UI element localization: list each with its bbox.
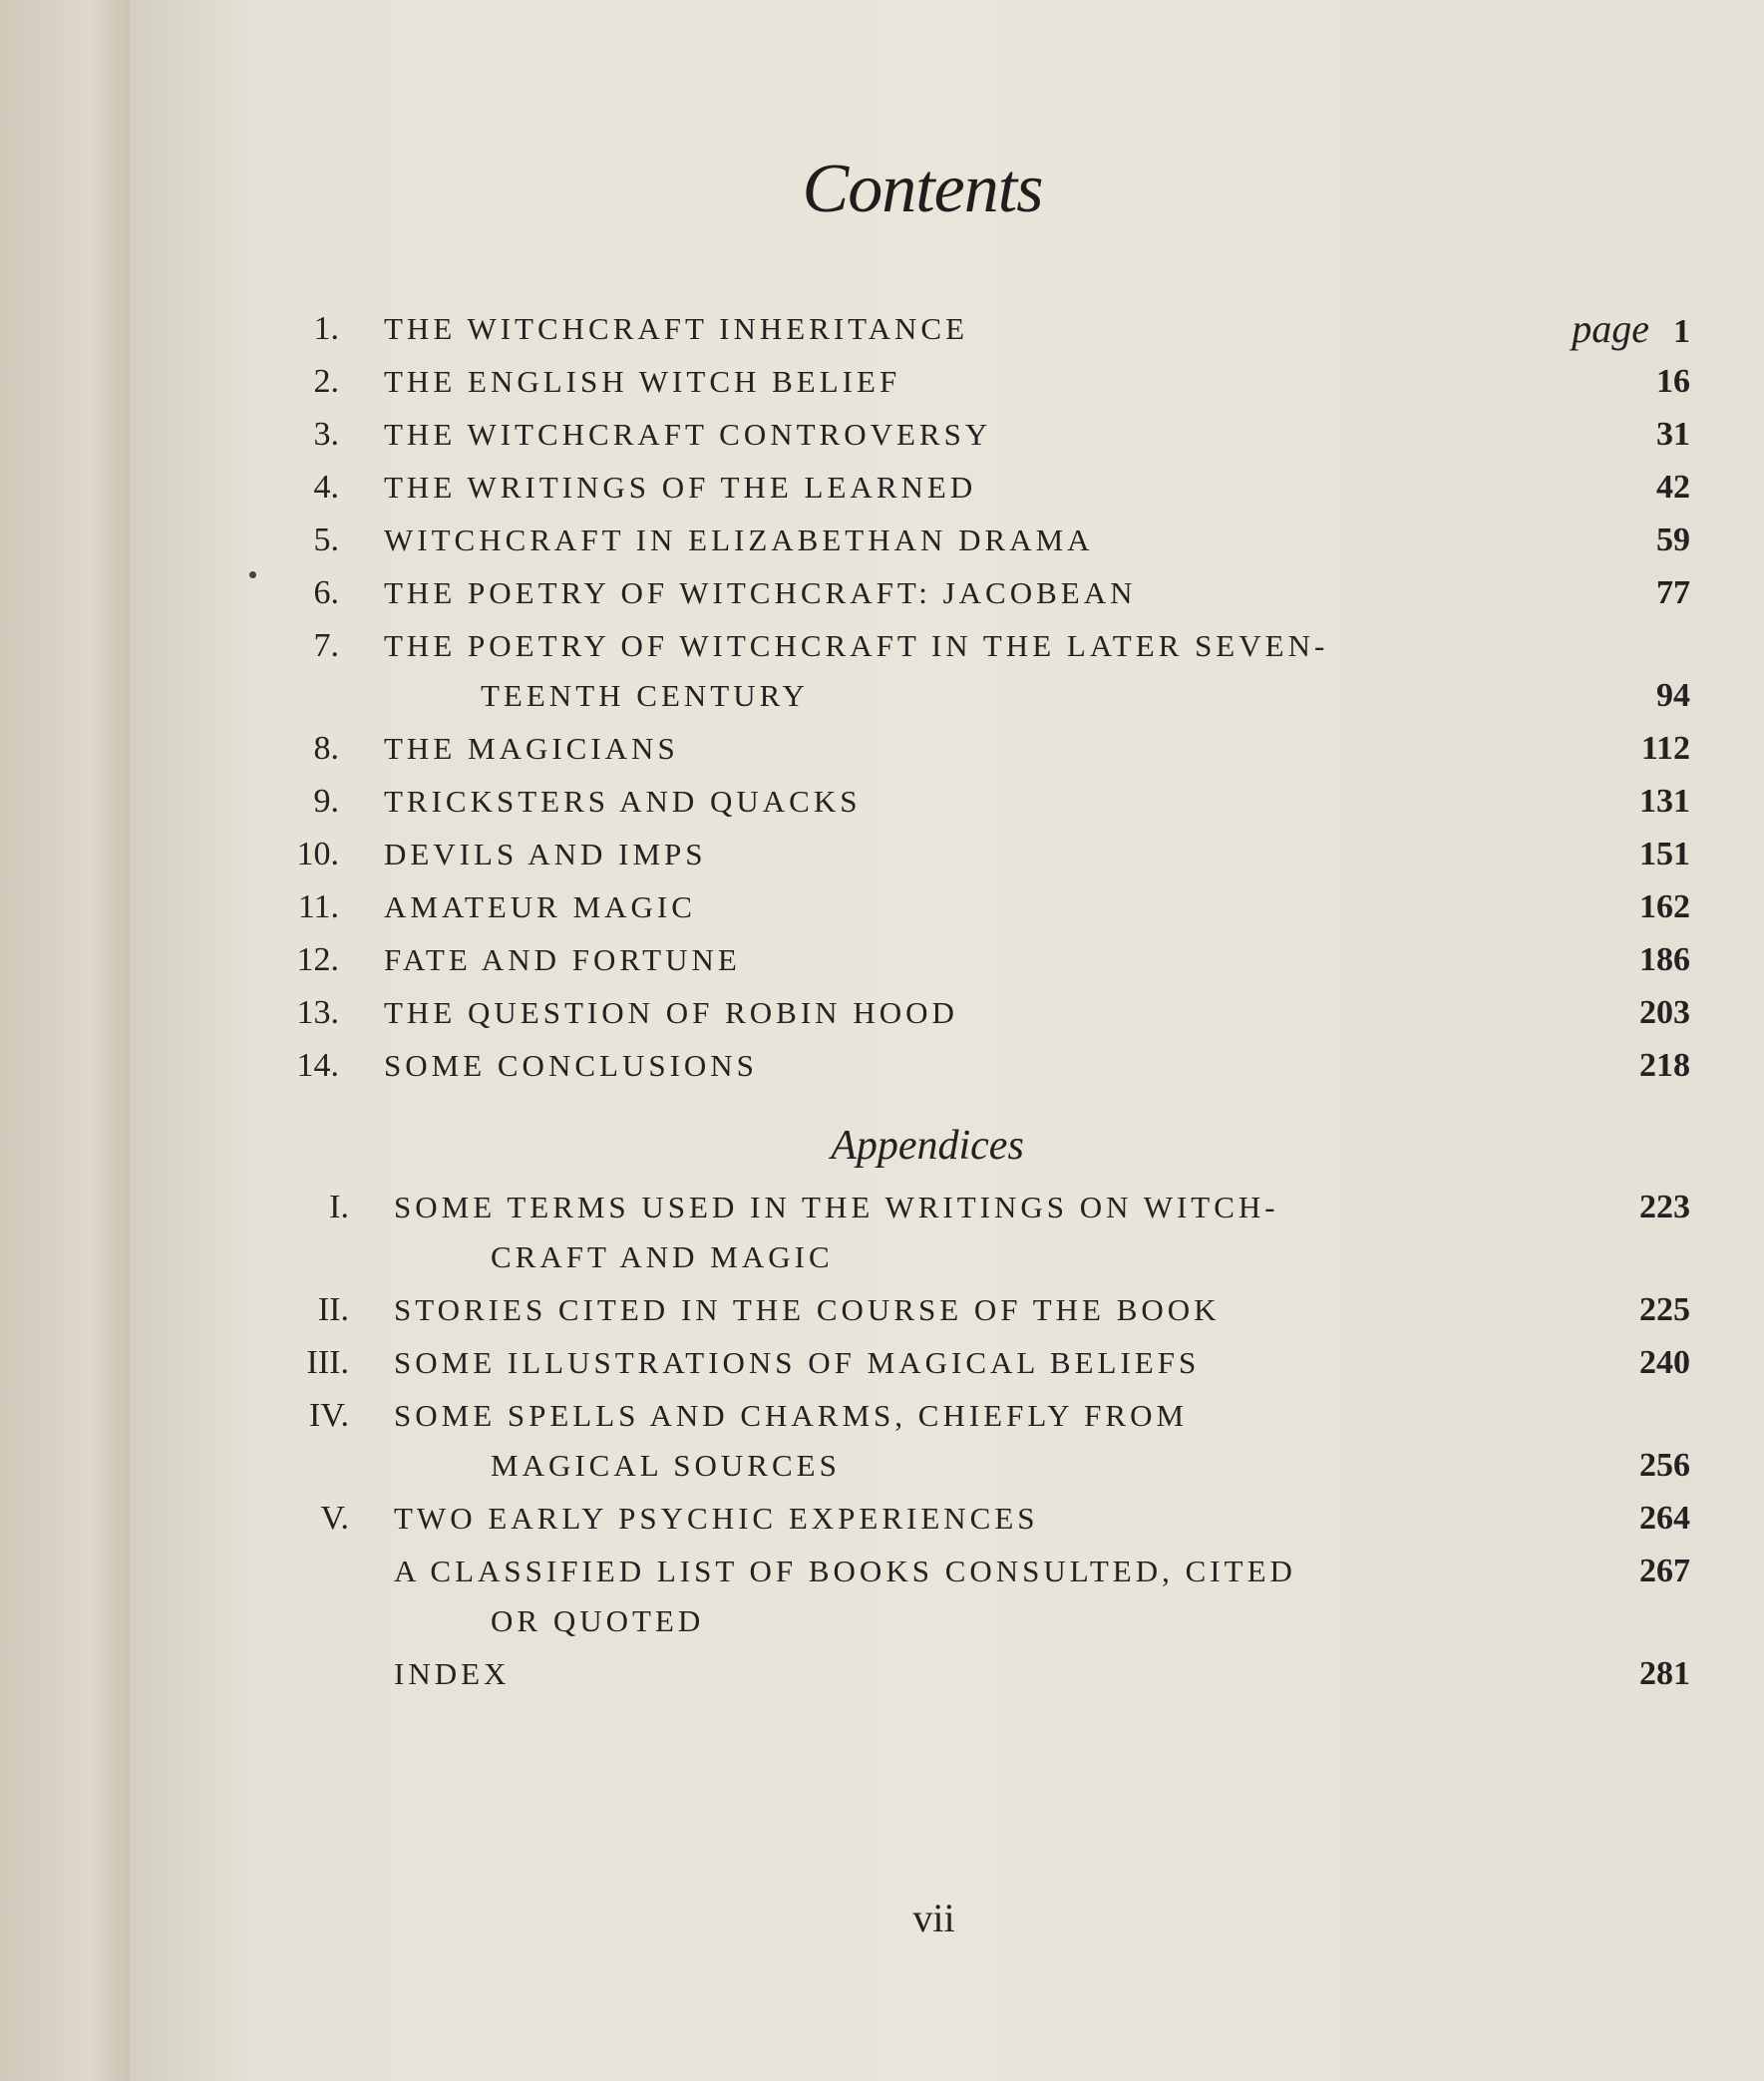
- entry-number: 10.: [296, 836, 339, 872]
- entry-number: II.: [317, 1291, 349, 1328]
- entry-title: TWO EARLY PSYCHIC EXPERIENCES: [394, 1501, 1039, 1536]
- entry-page-number: [1491, 935, 1690, 985]
- page-number-value: 186: [1639, 941, 1690, 978]
- entry-page-number: [1491, 777, 1690, 827]
- entry-page-number: [1491, 568, 1690, 618]
- entry-title-continued: MAGICAL SOURCES: [491, 1448, 841, 1483]
- entry-title: THE WITCHCRAFT CONTROVERSY: [384, 417, 992, 452]
- entry-title: THE MAGICIANS: [384, 731, 679, 766]
- entry-title: AMATEUR MAGIC: [384, 889, 696, 924]
- entry-page-number: [1491, 1041, 1690, 1091]
- entry-title: THE POETRY OF WITCHCRAFT: JACOBEAN: [384, 575, 1137, 610]
- entry-number: I.: [329, 1189, 349, 1225]
- entry-number: 11.: [297, 888, 339, 925]
- page-number-value: 151: [1639, 836, 1690, 872]
- page-number-value: 77: [1656, 574, 1690, 611]
- entry-number: 4.: [313, 469, 339, 506]
- entry-page-number: [1491, 988, 1690, 1038]
- entry-page-number: [1491, 1285, 1690, 1335]
- appendices-heading: Appendices: [831, 1123, 1024, 1169]
- entry-number: 6.: [313, 574, 339, 611]
- page-number-value: 112: [1640, 730, 1690, 767]
- entry-title-continued: TEENTH CENTURY: [481, 678, 809, 713]
- entry-title: SOME ILLUSTRATIONS OF MAGICAL BELIEFS: [394, 1345, 1201, 1380]
- entry-number: 1.: [313, 310, 339, 347]
- page-number-value: 42: [1656, 469, 1690, 506]
- entry-title-continued: OR QUOTED: [491, 1603, 705, 1638]
- entry-number: 14.: [296, 1047, 339, 1084]
- page-number-value: 131: [1639, 783, 1690, 820]
- entry-title: WITCHCRAFT IN ELIZABETHAN DRAMA: [384, 522, 1094, 557]
- entry-number: 12.: [296, 941, 339, 978]
- page-number-value: 223: [1639, 1189, 1690, 1225]
- page-number-value: 225: [1639, 1291, 1690, 1328]
- facing-page-edge: [0, 0, 130, 2081]
- ink-speck: [249, 571, 256, 578]
- entry-page-number: [1491, 357, 1690, 407]
- page-number-value: 256: [1639, 1447, 1690, 1484]
- page-number-value: 264: [1639, 1500, 1690, 1537]
- entry-title: TRICKSTERS AND QUACKS: [384, 784, 862, 819]
- entry-page-number: [1311, 304, 1690, 354]
- page-title: Contents: [802, 151, 1043, 227]
- entry-page-number: [1491, 516, 1690, 565]
- page-number-value: 1: [1673, 313, 1690, 350]
- entry-page-number: [1491, 410, 1690, 460]
- entry-page-number: [1491, 1183, 1690, 1232]
- entry-number: 3.: [313, 416, 339, 453]
- page-number-value: 94: [1656, 677, 1690, 714]
- folio-number: vii: [912, 1896, 955, 1940]
- entry-number: V.: [320, 1500, 349, 1537]
- entry-number: 13.: [296, 994, 339, 1031]
- entry-page-number: [1491, 882, 1690, 932]
- entry-number: IV.: [309, 1397, 349, 1434]
- entry-page-number: [1491, 1547, 1690, 1596]
- entry-number: 5.: [313, 521, 339, 558]
- entry-number: 9.: [313, 783, 339, 820]
- entry-title: SOME SPELLS AND CHARMS, CHIEFLY FROM: [394, 1398, 1189, 1433]
- entry-title: THE WITCHCRAFT INHERITANCE: [384, 311, 969, 346]
- page-number-value: 59: [1656, 521, 1690, 558]
- entry-page-number: [1491, 830, 1690, 879]
- entry-page-number: [1491, 1649, 1690, 1699]
- page-number-value: 218: [1639, 1047, 1690, 1084]
- entry-title-continued: CRAFT AND MAGIC: [491, 1239, 834, 1274]
- entry-title: THE QUESTION OF ROBIN HOOD: [384, 995, 958, 1030]
- entry-title: THE POETRY OF WITCHCRAFT IN THE LATER SEVEN-: [384, 628, 1329, 663]
- entry-number: 8.: [313, 730, 339, 767]
- entry-page-number: [1491, 724, 1690, 774]
- page-number-value: 16: [1656, 363, 1690, 400]
- entry-page-number: [1491, 1494, 1690, 1544]
- entry-title: INDEX: [394, 1656, 511, 1691]
- page-number-value: 267: [1639, 1553, 1690, 1589]
- page-number-value: 281: [1639, 1655, 1690, 1692]
- page-number-value: 31: [1656, 416, 1690, 453]
- entry-title: STORIES CITED IN THE COURSE OF THE BOOK: [394, 1292, 1221, 1327]
- entry-number: 7.: [313, 627, 339, 664]
- page-label: page: [1572, 306, 1649, 351]
- entry-title: A CLASSIFIED LIST OF BOOKS CONSULTED, CITED: [394, 1554, 1296, 1588]
- page-number-value: 162: [1639, 888, 1690, 925]
- entry-page-number: [1491, 463, 1690, 513]
- entry-number: III.: [306, 1344, 349, 1381]
- entry-title: FATE AND FORTUNE: [384, 942, 741, 977]
- entry-page-number: [1491, 1441, 1690, 1491]
- entry-page-number: [1491, 671, 1690, 721]
- entry-title: THE ENGLISH WITCH BELIEF: [384, 364, 901, 399]
- page-number-value: 203: [1639, 994, 1690, 1031]
- entry-title: DEVILS AND IMPS: [384, 837, 707, 871]
- page-number-value: 240: [1639, 1344, 1690, 1381]
- entry-number: 2.: [313, 363, 339, 400]
- entry-title: THE WRITINGS OF THE LEARNED: [384, 470, 977, 505]
- entry-title: SOME TERMS USED IN THE WRITINGS ON WITCH-: [394, 1190, 1279, 1224]
- book-page: [130, 0, 1764, 2081]
- entry-title: SOME CONCLUSIONS: [384, 1048, 758, 1083]
- entry-page-number: [1491, 1338, 1690, 1388]
